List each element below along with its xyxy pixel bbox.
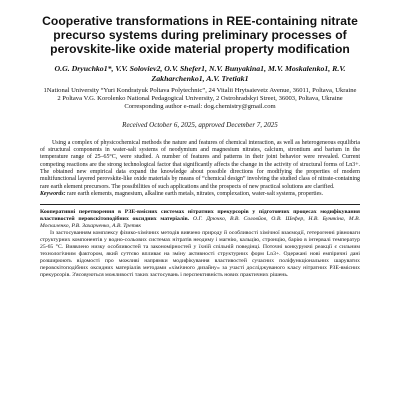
section-divider (40, 204, 360, 205)
paper-title: Cooperative transformations in REE-containing nitrate precurso systems during preliminary processes of perovskite-like oxide material property modification (42, 14, 358, 57)
keywords-label: Keywords: (40, 190, 66, 197)
affiliation-2: 2 Poltava V.G. Korolenko National Pedagogical University, 2 Ostrohradskyi Street, 36003, Poltava, Ukraine (57, 95, 343, 103)
ukrainian-abstract: Із застосуванням комплексу фізико-хімічних методів вивчено природу й особливості хімічної взаємодії, гетерогенні рівноваги структурних компонентів у водно-сольових системах нітратів неодиму і магнію, кальцію, стронцію, барію в інтервалі температур 25-65 °С. Виявлено низку особливостей та закономірностей у їхній спільній поведінці. Поточні конкуруючі реакції є сильним технологічним фактором, який суттєво впливає на зміну активності структурних форм Ln3+. Одержані нові емпіричні дані розширюють відомості про можливі напрямки модифікування властивостей сучасних поліфункціональних шаруватих перовскітоподібних оксидних матеріалів методами «хімічного дизайну» за участі досліджуваного класу нітратних РЗЕ-вмісних прекурсорів. З'ясовуються можливості таких застосувань і перспективність нових практичних рішень. (40, 230, 360, 279)
abstract: Using a complex of physicochemical methods the nature and features of chemical interaction, as well as heterogeneous equilibria of structural components in water-salt systems of neodymium and magnesium nitrates, calcium, strontium and barium in the temperature range of 25–65°C, were studied. A number of features and patterns in their joint behavior were revealed. Current competing reactions are the strong technological factor that significantly affects the change in the activity of structural forms of Ln3+. The obtained new empirical data expand the knowledge about possible directions for modifying the properties of modern multifunctional layered perovskite-like oxide materials by means of “chemical design” involving the studied class of nitrate-containing rare earth element precursors. The possibilities of such applications and the prospects of new practical solutions are clarified. (40, 139, 360, 190)
affiliation-1: 1National University “Yuri Kondratyuk Poltava Polytechnic”, 24 Vitalii Hrytsaievetz Avenue, 36011, Poltava, Ukraine (43, 86, 357, 94)
keywords (40, 191, 360, 198)
ukrainian-title: Кооперативні перетворення в РЗЕ-вмісних системах нітратних прекурсорів у підготовчих процесах модифікування властивостей перовскітоподібних оксидних матеріалів. (40, 209, 360, 223)
author-list: O.G. Dryuchko1*, V.V. Soloviev2, O.V. Shefer1, N.V. Bunyakina1, M.V. Moskalenko1, R.V. Zakharchenko1, A.V. Tretiak1 (54, 63, 346, 83)
affiliations (34, 87, 366, 104)
received-dates: Received October 6, 2025, approved December 7, 2025 (122, 120, 278, 129)
ukrainian-heading (40, 209, 360, 230)
keywords-text: rare earth elements, magnesium, alkaline earth metals, nitrates, complexation, water-salt systems, properties. (67, 190, 324, 197)
ukrainian-authors: О.Г. Дрючко, В.В. Соловйов, О.В. Шефер, Н.В. Бунякіна, М.В. Москаленко, Р.В. Захарченко, А.В. Третяк (40, 216, 360, 230)
corresponding-author: Corresponding author e-mail: dog.chemistry@gmail.com (124, 103, 276, 111)
